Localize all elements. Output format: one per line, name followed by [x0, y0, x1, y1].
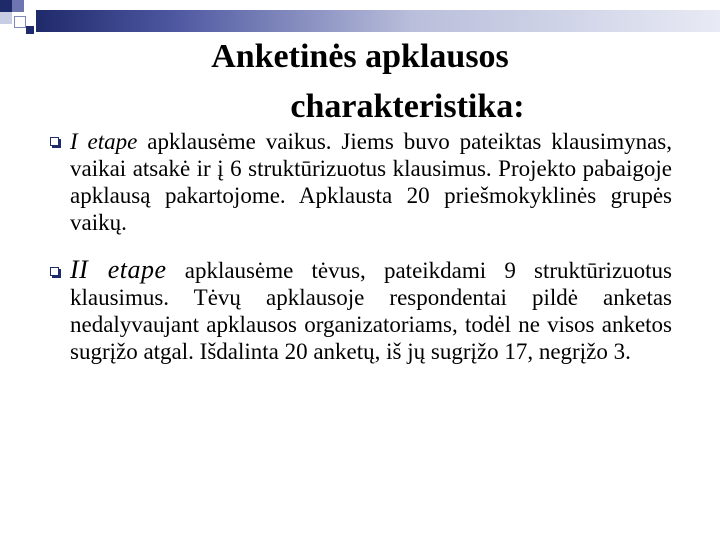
bullet-list	[50, 128, 672, 385]
bullet-item	[50, 128, 672, 236]
bullet-body: apklausėme vaikus. Jiems buvo pateiktas klausimynas, vaikai atsakė ir į 6 struktūrizuotus klausimus. Projekto pabaigoje apklausą pakartojome. Apklausta 20 priešmokyklinės grupės vaikų.	[70, 129, 672, 235]
corner-square-light	[0, 12, 12, 24]
bullet-item	[50, 256, 672, 365]
hollow-square-bullet-icon	[50, 137, 59, 146]
corner-square-small	[26, 26, 34, 34]
corner-square-dark	[0, 0, 12, 12]
hollow-square-bullet-icon	[50, 267, 59, 276]
bullet-lead: I etape	[70, 129, 138, 154]
corner-square-mid	[12, 0, 24, 12]
slide-title	[100, 32, 620, 132]
bullet-body: apklausėme tėvus, pateikdami 9 struktūrizuotus klausimus. Tėvų apklausoje respondentai pildė anketas nedalyvaujant apklausos organizatoriams, todėl ne visos anketos sugrįžo atgal. Išdalinta 20 anketų, iš jų sugrįžo 17, negrįžo 3.	[70, 258, 672, 364]
top-decorative-band	[36, 10, 720, 32]
corner-square-outline	[14, 16, 26, 28]
title-line-2: charakteristika:	[290, 88, 525, 125]
bullet-text	[70, 256, 672, 365]
bullet-text	[70, 128, 672, 236]
title-line-1: Anketinės apklausos	[211, 38, 509, 75]
bullet-lead: II etape	[70, 255, 167, 284]
